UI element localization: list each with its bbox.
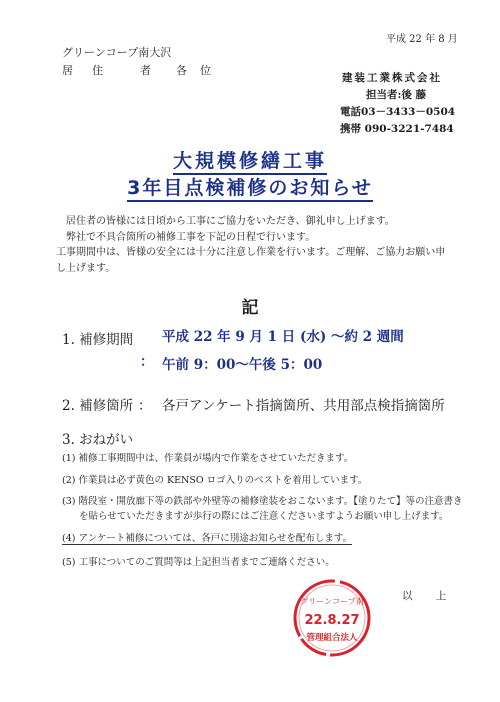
recipient-name: グリーンコープ南大沢 — [62, 46, 172, 59]
phone-number: 電話03－3433－0504 — [340, 106, 456, 118]
section-3-label: 3. おねがい — [62, 432, 134, 448]
intro-paragraph-3: 工事期間中は、皆様の安全には十分に注意し作業を行います。ご理解、ご協力お願い申 — [56, 247, 446, 258]
recipient-char: 各 — [176, 64, 187, 77]
recipient-char: 位 — [200, 64, 211, 77]
title-text-2: 3年目点検補修のお知らせ — [127, 177, 373, 202]
recipient-title — [62, 62, 211, 78]
request-item-4-text: (4) アンケート補修については、各戸に別途お知らせを配布します。 — [62, 533, 353, 544]
section-1-colon: ： — [140, 354, 154, 370]
section-2-label: 2. 補修箇所 — [62, 398, 134, 414]
request-item-4 — [62, 530, 352, 544]
title-line-2 — [0, 173, 500, 200]
intro-paragraph-2: 弊社で不具合箇所の補修工事を下記の日程で行います。 — [66, 232, 316, 243]
recipient-char: 居 — [62, 64, 73, 77]
recipient-char: 者 — [140, 64, 151, 77]
mobile-number: 携帯 090-3221-7484 — [340, 123, 454, 135]
request-item-3-cont: を貼らせていただきますが歩行の際にはご注意くださいますようお願い申し上げます。 — [79, 511, 449, 522]
request-item-2: (2) 作業員は必ず黄色の KENSO ロゴ入りのベストを着用しています。 — [62, 475, 368, 486]
title-text-1: 大規模修繕工事 — [173, 150, 327, 175]
intro-paragraph-1: 居住者の皆様には日頃から工事にご協力をいただき、御礼申し上げます。 — [66, 216, 395, 227]
repair-time-value: 午前 9：00～午後 5：00 — [162, 357, 323, 373]
repair-period-value: 平成 22 年 9 月 1 日 (水) ～約 2 週間 — [162, 329, 404, 345]
document-date: 平成 22 年 8 月 — [386, 34, 458, 45]
manager-name: 担当者:後 藤 — [366, 89, 427, 101]
stamp-line-3: 管理組合法人 — [306, 633, 358, 643]
stamp-line-1: グリーンコープ南 — [300, 597, 364, 606]
section-1-label: 1. 補修期間 — [62, 332, 134, 348]
request-item-3: (3) 階段室・開放廊下等の鉄部や外壁等の補修塗装をおこないます。【塗りたて】等の注意書き — [62, 496, 463, 507]
association-stamp — [292, 578, 372, 658]
company-name: 建装工業株式会社 — [342, 72, 442, 84]
request-item-5: (5) 工事についてのご質問等は上記担当者までご連絡ください。 — [62, 557, 335, 568]
recipient-char: 住 — [92, 64, 103, 77]
notice-heading: 記 — [241, 298, 259, 318]
intro-paragraph-4: し上げます。 — [56, 263, 116, 274]
section-2-colon: ： — [138, 398, 152, 414]
title-line-1 — [0, 146, 500, 173]
closing-mark: 以 上 — [402, 590, 457, 602]
repair-location-value: 各戸アンケート指摘箇所、共用部点検指摘箇所 — [162, 398, 445, 414]
stamp-date: 22.8.27 — [304, 613, 360, 628]
request-item-1: (1) 補修工事期間中は、作業員が場内で作業をさせていただきます。 — [62, 453, 354, 464]
